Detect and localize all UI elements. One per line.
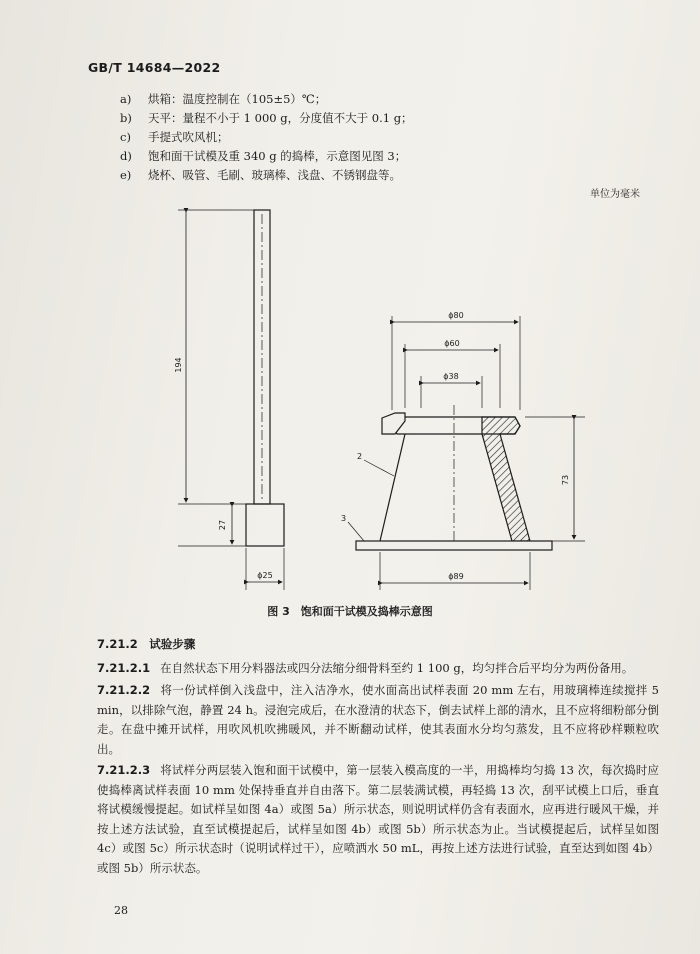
part-label-2: 2	[357, 452, 363, 461]
list-item: b) 天平：量程不小于 1 000 g，分度值不大于 0.1 g；	[120, 111, 413, 125]
mould-top-outer-label: ϕ80	[448, 311, 464, 320]
rod-foot-dia-label: ϕ25	[257, 571, 273, 580]
list-item: e) 烧杯、吸管、毛刷、玻璃棒、浅盘、不锈钢盘等。	[120, 168, 401, 182]
mould-top-inner-label: ϕ38	[443, 372, 459, 381]
list-item: d) 饱和面干试模及重 340 g 的捣棒，示意图见图 3；	[120, 149, 407, 163]
section-heading: 7.21.2 试验步骤	[97, 637, 196, 651]
figure-caption: 图 3 饱和面干试模及捣棒示意图	[267, 605, 433, 618]
page-number: 28	[114, 904, 128, 917]
rod-foot-height-label: 27	[218, 519, 227, 531]
paragraph-7-21-2-3: 7.21.2.3 将试样分两层装入饱和面干试模中，第一层装入模高度的一半，用捣棒均匀捣 13 次，每次捣时应使捣棒离试样表面 10 mm 处保持垂直并自由落下。第二层装满试模，再轻捣 13 次，刮平试模上口后，垂直将试模缓慢提起。如试样呈如图 4a）或图 5a）所示状态，则说明试样仍含有表面水，应再进行暖风干燥，并按上述方法试验，直至试模提起后，试样呈如图 4b）或图 5b）所示状态为止。当试模提起后，试样呈如图 4c）或图 5c）所示状态时（说明试样过干），应喷洒水 50 mL，再按上述方法进行试验，直至达到如图 4b）或图 5b）所示状态。	[97, 763, 659, 875]
rod-length-label: 194	[174, 357, 183, 373]
part-label-3: 3	[341, 514, 347, 523]
mould-top-mid-label: ϕ60	[444, 339, 460, 348]
paragraph-7-21-2-2: 7.21.2.2 将一份试样倒入浅盘中，注入洁净水，使水面高出试样表面 20 mm 左右，用玻璃棒连续搅拌 5 min，以排除气泡，静置 24 h。浸泡完成后，在水澄清的状态下，倒去试样上部的清水，且不应将细粉部分倒走。在盘中摊开试样，用吹风机吹拂暖风，并不断翻动试样，使其表面水分均匀蒸发，且不应将砂样颗粒吹出。	[97, 683, 659, 756]
unit-note: 单位为毫米	[590, 189, 640, 200]
list-item: c) 手提式吹风机；	[120, 130, 229, 144]
list-item: a) 烘箱：温度控制在（105±5）℃；	[120, 92, 327, 106]
standard-code: GB/T 14684—2022	[88, 60, 221, 75]
tamping-rod	[178, 210, 284, 590]
paragraph-7-21-2-1: 7.21.2.1 在自然状态下用分料器法或四分法缩分细骨料至约 1 100 g，均匀拌合后平均分为两份备用。	[97, 661, 634, 675]
mould	[348, 316, 585, 590]
mould-height-label: 73	[561, 474, 570, 486]
mould-base-dia-label: ϕ89	[448, 572, 464, 581]
